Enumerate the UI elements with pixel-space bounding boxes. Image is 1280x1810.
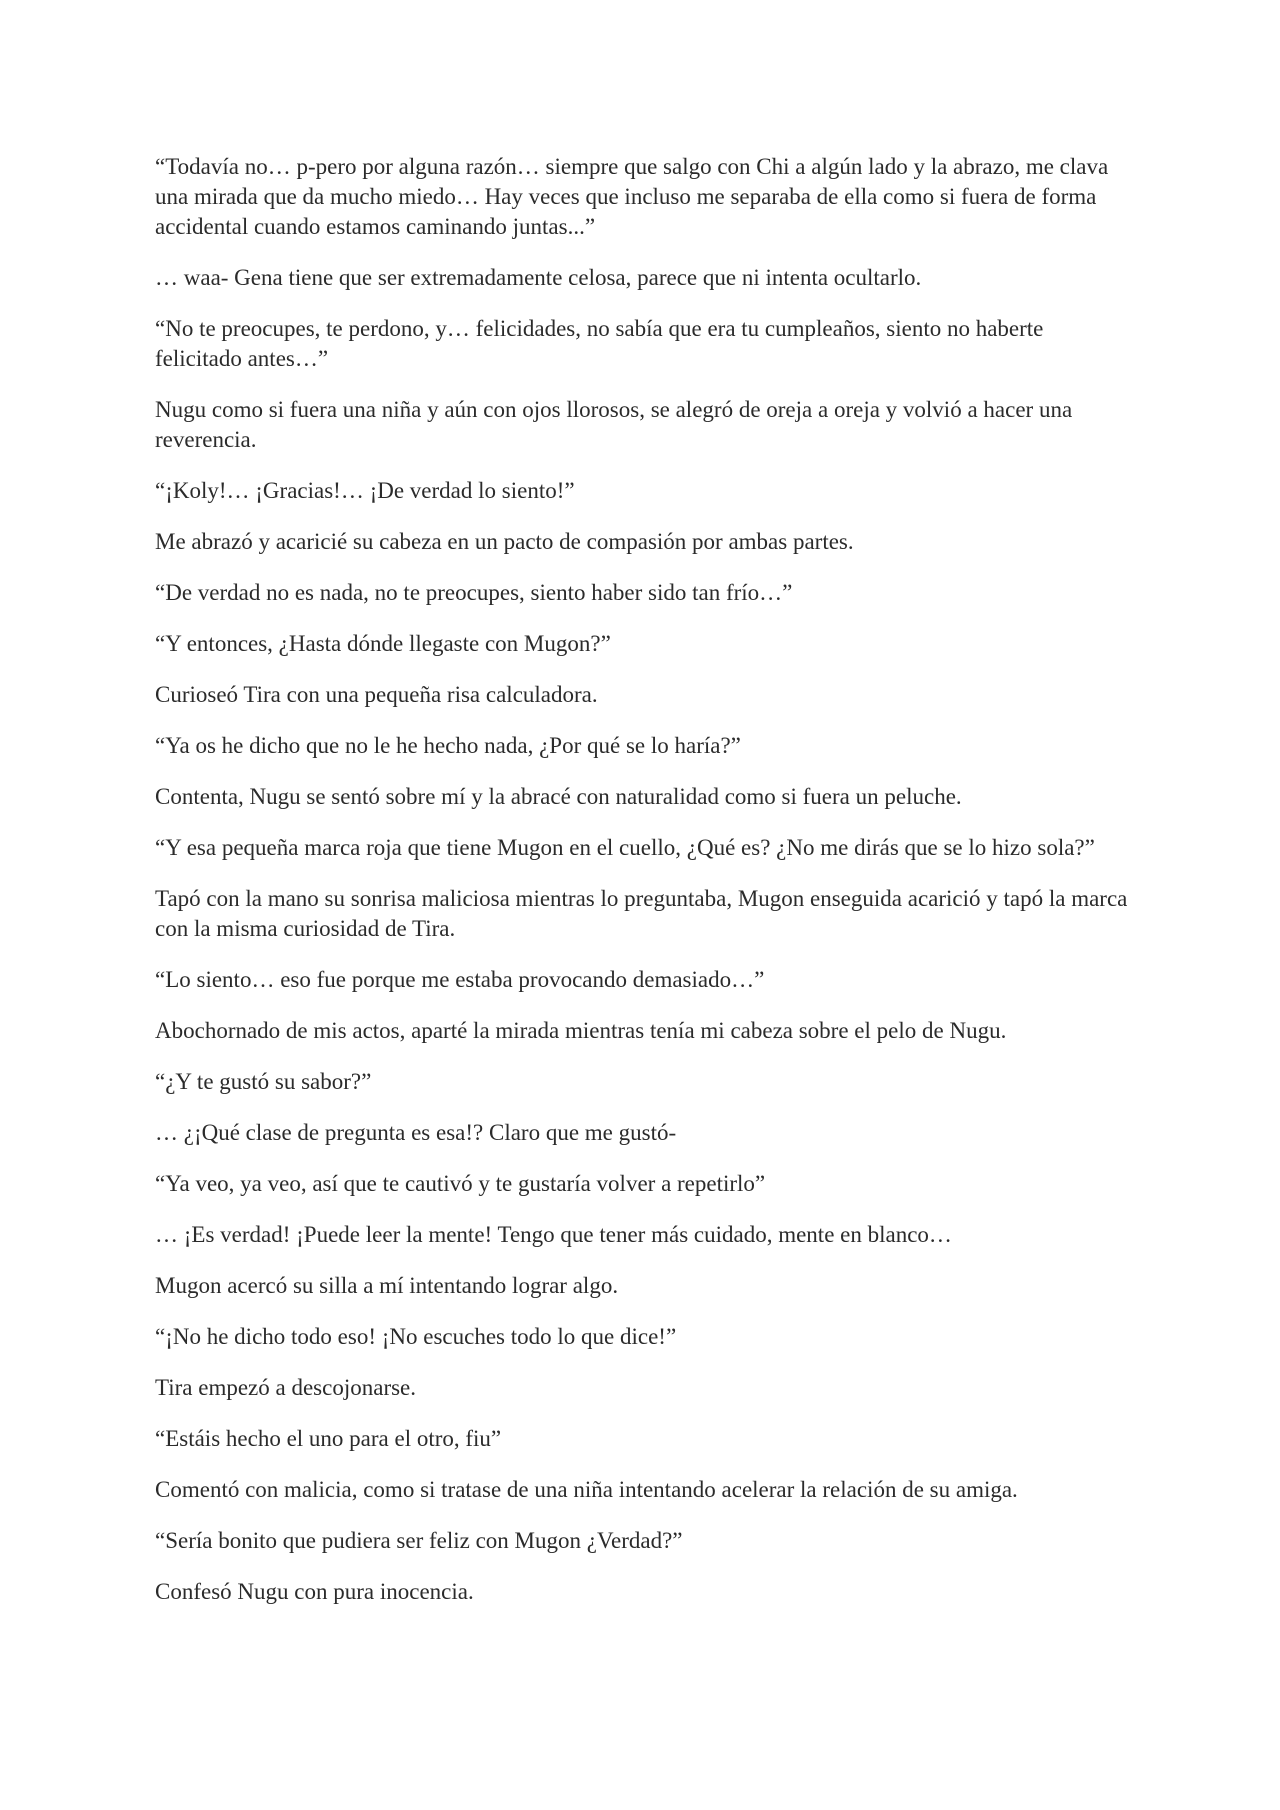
paragraph: “Ya veo, ya veo, así que te cautivó y te gustaría volver a repetirlo” xyxy=(155,1171,766,1196)
paragraph: “Y esa pequeña marca roja que tiene Mugon en el cuello, ¿Qué es? ¿No me dirás que se lo hizo sola?” xyxy=(155,835,1095,860)
paragraph: “Todavía no… p-pero por alguna razón… siempre que salgo con Chi a algún lado y la abrazo, me clava una mirada que da mucho miedo… Hay veces que incluso me separaba de ella como si fuera de forma accidental cuando estamos caminando juntas...” xyxy=(155,154,1109,239)
paragraph: Me abrazó y acaricié su cabeza en un pacto de compasión por ambas partes. xyxy=(155,529,854,554)
paragraph: “Lo siento… eso fue porque me estaba provocando demasiado…” xyxy=(155,967,765,992)
paragraph: Curioseó Tira con una pequeña risa calculadora. xyxy=(155,682,598,707)
paragraph: Mugon acercó su silla a mí intentando lograr algo. xyxy=(155,1273,619,1298)
document-body xyxy=(155,152,1135,1628)
paragraph: … waa- Gena tiene que ser extremadamente celosa, parece que ni intenta ocultarlo. xyxy=(155,265,922,290)
paragraph: “Sería bonito que pudiera ser feliz con Mugon ¿Verdad?” xyxy=(155,1528,683,1553)
paragraph: Tira empezó a descojonarse. xyxy=(155,1375,417,1400)
paragraph: “De verdad no es nada, no te preocupes, siento haber sido tan frío…” xyxy=(155,580,793,605)
paragraph: Confesó Nugu con pura inocencia. xyxy=(155,1579,474,1604)
paragraph: Nugu como si fuera una niña y aún con ojos llorosos, se alegró de oreja a oreja y volvió a hacer una reverencia. xyxy=(155,397,1073,452)
paragraph: “Estáis hecho el uno para el otro, fiu” xyxy=(155,1426,502,1451)
paragraph: Contenta, Nugu se sentó sobre mí y la abracé con naturalidad como si fuera un peluche. xyxy=(155,784,962,809)
paragraph: “Ya os he dicho que no le he hecho nada, ¿Por qué se lo haría?” xyxy=(155,733,741,758)
paragraph: Tapó con la mano su sonrisa maliciosa mientras lo preguntaba, Mugon enseguida acarició y tapó la marca con la misma curiosidad de Tira. xyxy=(155,886,1128,941)
paragraph: … ¿¡Qué clase de pregunta es esa!? Claro que me gustó- xyxy=(155,1120,677,1145)
paragraph: “Y entonces, ¿Hasta dónde llegaste con Mugon?” xyxy=(155,631,611,656)
paragraph: … ¡Es verdad! ¡Puede leer la mente! Tengo que tener más cuidado, mente en blanco… xyxy=(155,1222,952,1247)
paragraph: “¡Koly!… ¡Gracias!… ¡De verdad lo siento!” xyxy=(155,478,575,503)
paragraph: Abochornado de mis actos, aparté la mirada mientras tenía mi cabeza sobre el pelo de Nugu. xyxy=(155,1018,1007,1043)
paragraph: “¡No he dicho todo eso! ¡No escuches todo lo que dice!” xyxy=(155,1324,677,1349)
paragraph: Comentó con malicia, como si tratase de una niña intentando acelerar la relación de su amiga. xyxy=(155,1477,1018,1502)
paragraph: “¿Y te gustó su sabor?” xyxy=(155,1069,372,1094)
paragraph: “No te preocupes, te perdono, y… felicidades, no sabía que era tu cumpleaños, siento no haberte felicitado antes…” xyxy=(155,316,1044,371)
